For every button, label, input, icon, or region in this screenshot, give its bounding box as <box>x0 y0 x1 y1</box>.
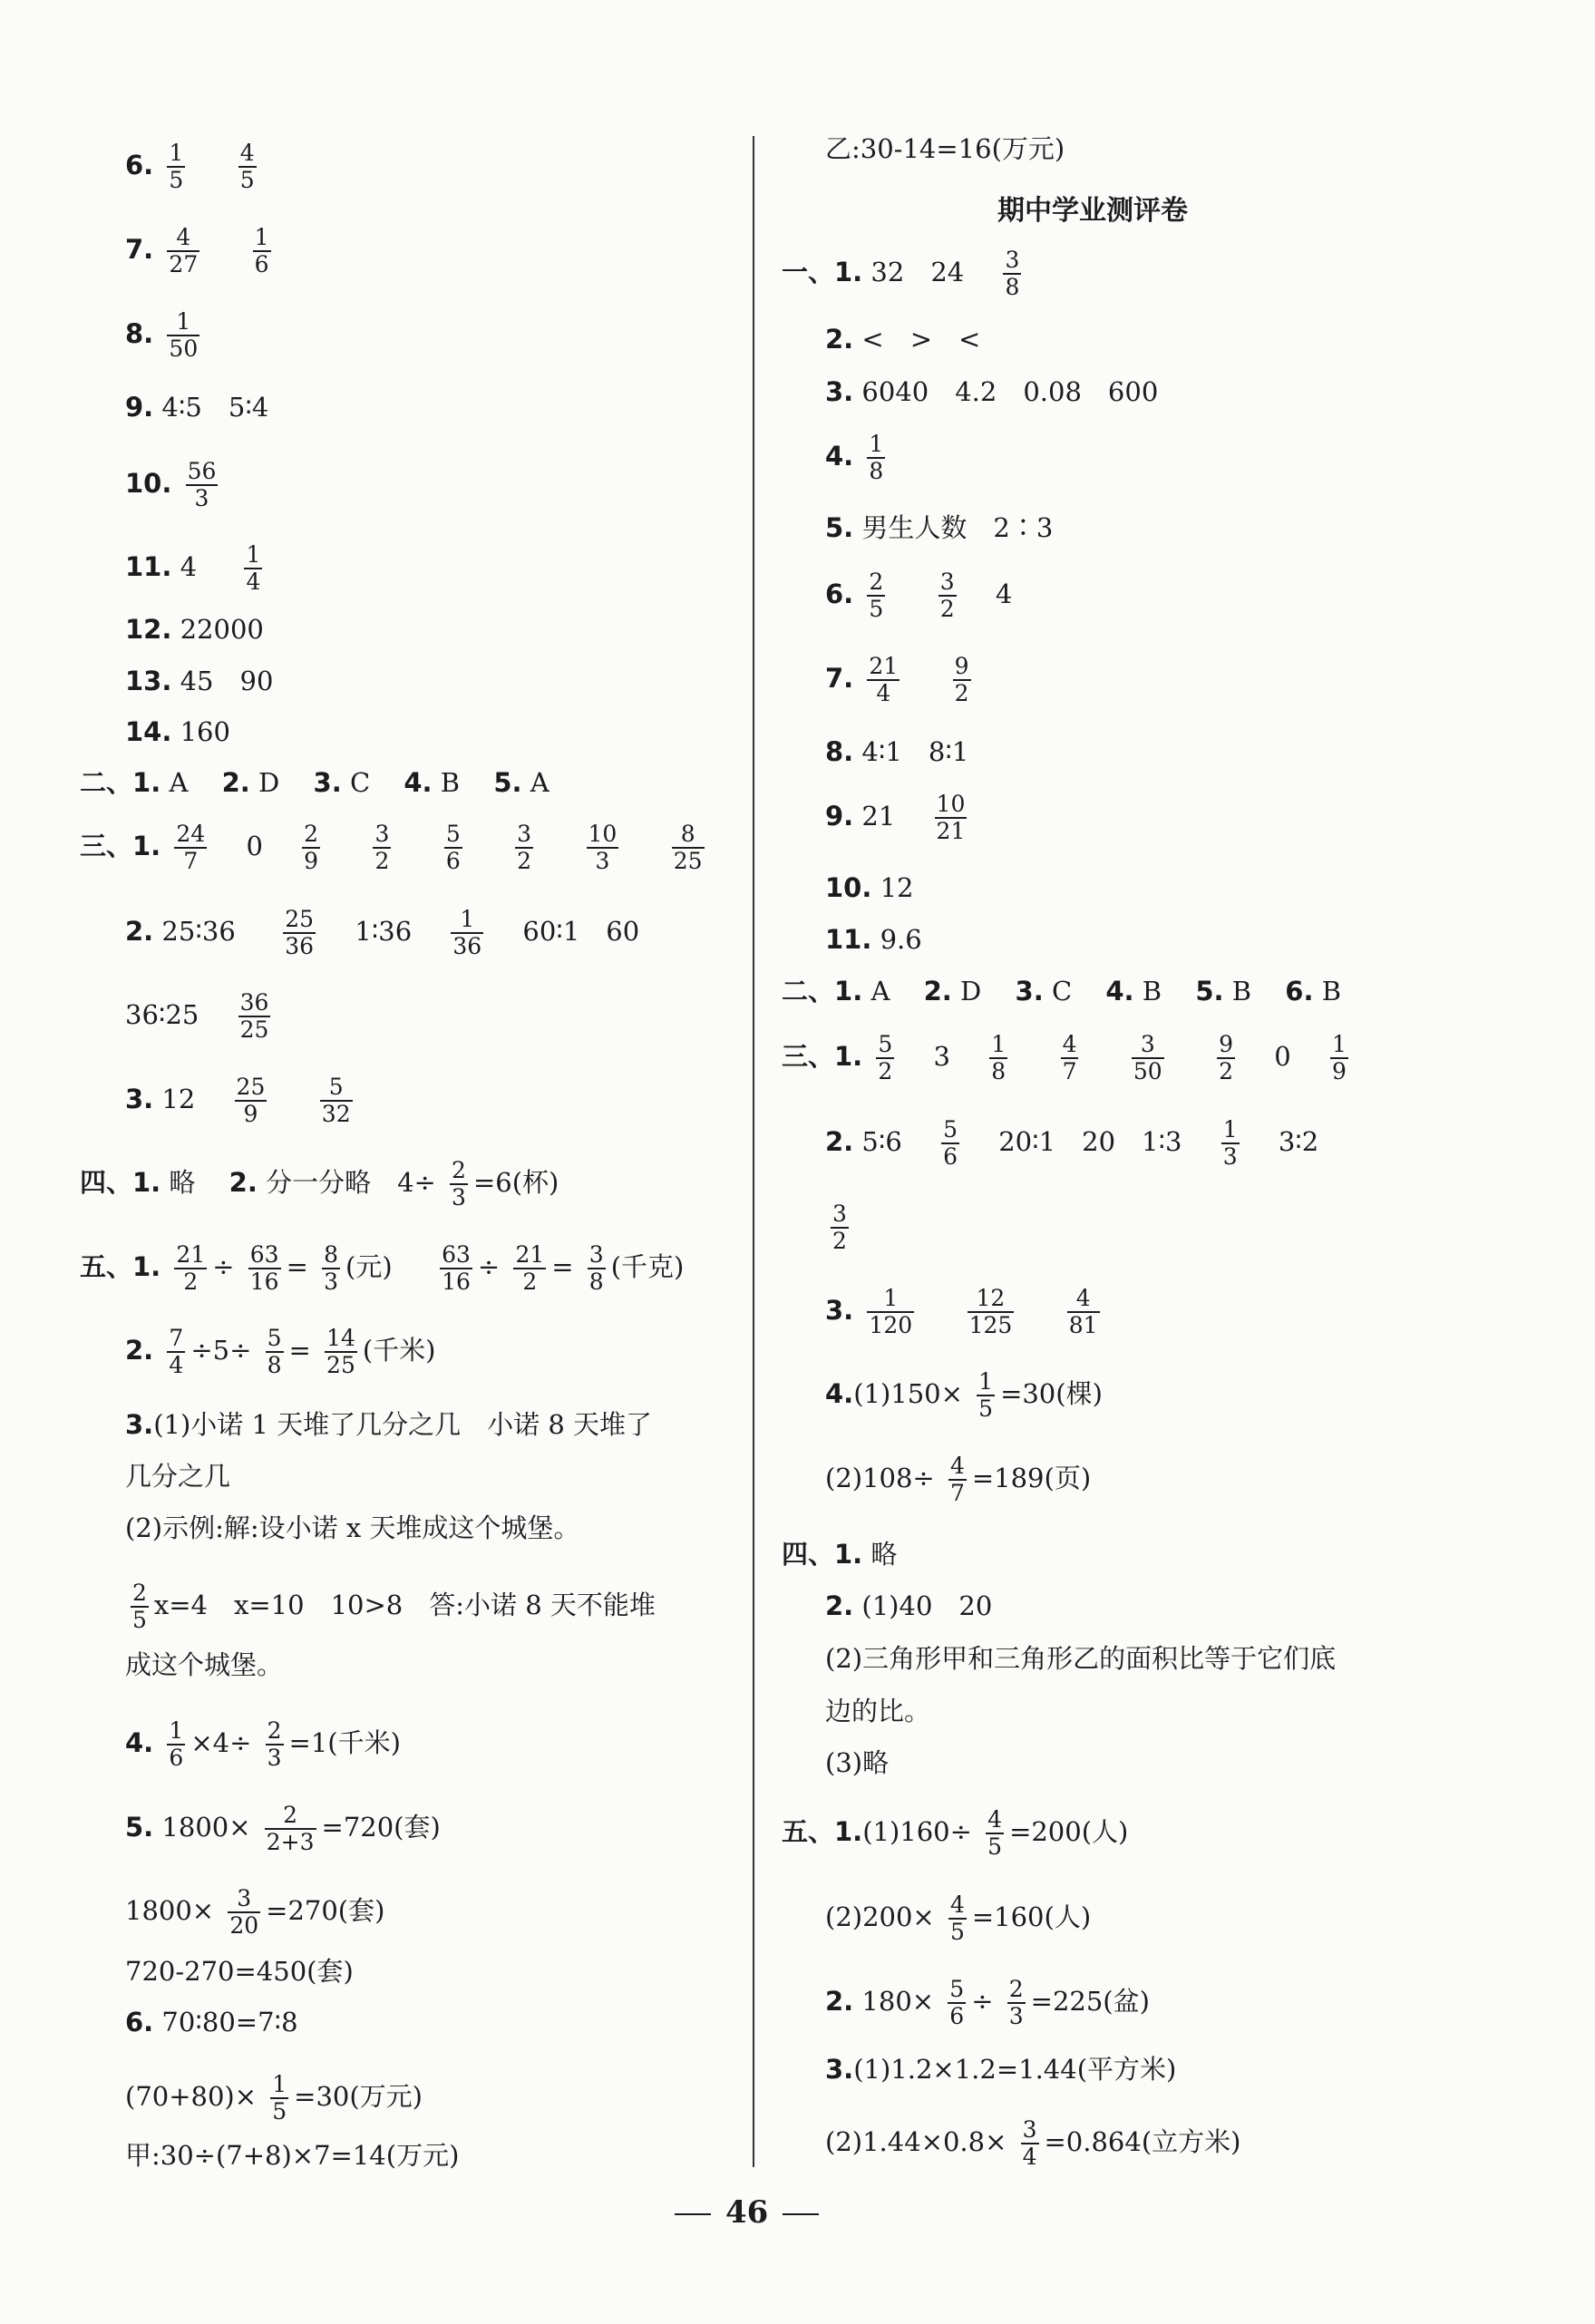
fraction: $\frac{3}{20}$ <box>229 1885 259 1939</box>
l-section-4: 四、1. 略 2. 分一分略 4÷ $\frac{2}{3}$ =6(杯) <box>80 1157 559 1211</box>
r-q3: 3. 6040 4.2 0.08 600 <box>825 376 1159 407</box>
l-section-2: 二、1. A 2. D 3. C 4. B 5. A <box>80 767 549 798</box>
fraction: $\frac{2}{2+3}$ <box>266 1802 315 1855</box>
r-section-3-q3: 3. $\frac{1}{120}$ $\frac{12}{125}$ $\frac{4}{81}$ <box>825 1285 1098 1338</box>
fraction: $\frac{1}{6}$ <box>169 1717 184 1771</box>
r-section-4-q2b: (2)三角形甲和三角形乙的面积比等于它们底 <box>825 1643 1337 1674</box>
l-q7: 7. $\frac{4}{27}$ $\frac{1}{6}$ <box>125 224 269 277</box>
fraction: $\frac{1}{36}$ <box>452 906 482 959</box>
r-section-3-q4: 4.(1)150× $\frac{1}{5}$ =30(棵) <box>825 1368 1103 1422</box>
l-section-3-q2: 2. 25∶36 $\frac{25}{36}$ 1∶36 $\frac{1}{36}$ 60∶1 60 <box>125 906 640 959</box>
fraction: $\frac{63}{16}$ <box>442 1241 471 1295</box>
r-section-3-q2: 2. 5∶6 $\frac{5}{6}$ 20∶1 20 1∶3 $\frac{1}{3}$ 3∶2 <box>825 1116 1319 1170</box>
fraction: $\frac{4}{81}$ <box>1068 1285 1098 1338</box>
r-q6: 6. $\frac{2}{5}$ $\frac{3}{2}$ 4 <box>825 569 1013 622</box>
r-q8: 8. 4∶1 8∶1 <box>825 736 969 767</box>
l-section-5-q4: 4. $\frac{1}{6}$ ×4÷ $\frac{2}{3}$ =1(千米) <box>125 1717 401 1771</box>
l-section-5-q1: 五、1. $\frac{21}{2}$ ÷ $\frac{63}{16}$ = $\frac{8}{3}$ (元) $\frac{63}{16}$ ÷ $\frac{21}{2}$ = $\frac{3}{8}$ (千克) <box>80 1241 685 1295</box>
fraction: $\frac{3}{2}$ <box>517 821 532 874</box>
fraction: $\frac{4}{27}$ <box>169 224 199 277</box>
fraction: $\frac{1}{5}$ <box>978 1368 994 1422</box>
fraction: $\frac{1}{5}$ <box>272 2071 287 2125</box>
fraction: $\frac{24}{7}$ <box>176 821 206 874</box>
fraction: $\frac{4}{7}$ <box>1062 1031 1077 1084</box>
l-section-5-q3d: $\frac{2}{5}$ x=4 x=10 10>8 答:小诺 8 天不能堆 <box>132 1580 656 1633</box>
r-section-2: 二、1. A 2. D 3. C 4. B 5. B 6. B <box>782 976 1341 1006</box>
r-q11: 11. 9.6 <box>825 924 922 955</box>
l-q9: 9. 4∶5 5∶4 <box>125 392 269 423</box>
l-section-5-q3c: (2)示例:解:设小诺 x 天堆成这个城堡。 <box>125 1512 580 1543</box>
fraction: $\frac{5}{6}$ <box>949 1976 965 2029</box>
l-q14: 14. 160 <box>125 716 230 747</box>
r-line-0: 乙:30-14=16(万元) <box>825 133 1065 164</box>
r-section-5-q1: 五、1.(1)160÷ $\frac{4}{5}$ =200(人) <box>782 1806 1129 1860</box>
page-number: 46 <box>660 2194 833 2231</box>
fraction: $\frac{25}{36}$ <box>285 906 315 959</box>
fraction: $\frac{1}{5}$ <box>169 140 184 193</box>
fraction: $\frac{2}{5}$ <box>869 569 884 622</box>
fraction: $\frac{1}{120}$ <box>869 1285 913 1338</box>
r-section-3-q4b: (2)108÷ $\frac{4}{7}$ =189(页) <box>825 1453 1092 1506</box>
r-q1: 一、1. 32 24 $\frac{3}{8}$ <box>782 247 1020 300</box>
fraction: $\frac{3}{8}$ <box>1005 247 1020 300</box>
l-q10: 10. $\frac{56}{3}$ <box>125 458 217 511</box>
section-title: 期中学业测评卷 <box>997 195 1188 227</box>
fraction: $\frac{2}{9}$ <box>304 821 319 874</box>
fraction: $\frac{21}{4}$ <box>869 653 899 706</box>
fraction: $\frac{5}{6}$ <box>943 1116 958 1170</box>
l-section-5-q5: 5. 1800× $\frac{2}{2+3}$ =720(套) <box>125 1802 441 1855</box>
l-section-5-q6b: (70+80)× $\frac{1}{5}$ =30(万元) <box>125 2071 423 2125</box>
r-section-4-q2: 2. (1)40 20 <box>825 1590 993 1621</box>
fraction: $\frac{1}{4}$ <box>246 541 261 595</box>
r-q10: 10. 12 <box>825 872 914 903</box>
fraction: $\frac{2}{3}$ <box>452 1157 466 1211</box>
r-section-3-q1: 三、1. $\frac{5}{2}$ 3 $\frac{1}{8}$ $\frac{4}{7}$ $\frac{3}{50}$ $\frac{9}{2}$ 0 $\frac{1}{9}$ <box>782 1031 1347 1084</box>
fraction: $\frac{4}{5}$ <box>949 1891 965 1945</box>
fraction: $\frac{36}{25}$ <box>239 989 269 1043</box>
fraction: $\frac{3}{2}$ <box>374 821 390 874</box>
r-q4: 4. $\frac{1}{8}$ <box>825 431 884 484</box>
r-q7: 7. $\frac{21}{4}$ $\frac{9}{2}$ <box>825 653 969 706</box>
r-section-5-q2: 2. 180× $\frac{5}{6}$ ÷ $\frac{2}{3}$ =225(盆) <box>825 1976 1150 2029</box>
fraction: $\frac{3}{2}$ <box>832 1201 847 1254</box>
fraction: $\frac{1}{8}$ <box>991 1031 1007 1084</box>
fraction: $\frac{25}{9}$ <box>236 1074 266 1127</box>
fraction: $\frac{4}{5}$ <box>987 1806 1003 1860</box>
fraction: $\frac{4}{5}$ <box>239 140 255 193</box>
fraction: $\frac{1}{9}$ <box>1331 1031 1347 1084</box>
fraction: $\frac{8}{25}$ <box>673 821 703 874</box>
fraction: $\frac{12}{125}$ <box>968 1285 1013 1338</box>
fraction: $\frac{10}{3}$ <box>588 821 618 874</box>
fraction: $\frac{2}{3}$ <box>267 1717 282 1771</box>
fraction: $\frac{5}{8}$ <box>267 1325 282 1378</box>
l-section-5-q5c: 720-270=450(套) <box>125 1956 354 1987</box>
fraction: $\frac{5}{32}$ <box>321 1074 351 1127</box>
fraction: $\frac{3}{2}$ <box>939 569 955 622</box>
fraction: $\frac{5}{2}$ <box>878 1031 893 1084</box>
column-divider <box>753 136 754 2167</box>
l-section-5-q6: 6. 70∶80=7∶8 <box>125 2007 298 2037</box>
l-q13: 13. 45 90 <box>125 666 274 696</box>
fraction: $\frac{3}{50}$ <box>1133 1031 1162 1084</box>
fraction: $\frac{2}{3}$ <box>1008 1976 1024 2029</box>
l-section-3-q1: 三、1. $\frac{24}{7}$ 0 $\frac{2}{9}$ $\frac{3}{2}$ $\frac{5}{6}$ $\frac{3}{2}$ $\frac{10}{3}$ $\frac{8}{25}$ <box>80 821 703 874</box>
l-section-5-q3b: 几分之几 <box>125 1461 231 1492</box>
fraction: $\frac{1}{50}$ <box>169 308 199 362</box>
fraction: $\frac{5}{6}$ <box>445 821 461 874</box>
fraction: $\frac{21}{2}$ <box>176 1241 206 1295</box>
fraction: $\frac{4}{7}$ <box>949 1453 965 1506</box>
fraction: $\frac{7}{4}$ <box>169 1325 184 1378</box>
fraction: $\frac{1}{8}$ <box>869 431 884 484</box>
r-q5: 5. 男生人数 2∶3 <box>825 512 1054 543</box>
fraction: $\frac{14}{25}$ <box>326 1325 355 1378</box>
r-section-5-q3b: (2)1.44×0.8× $\frac{3}{4}$ =0.864(立方米) <box>825 2116 1241 2170</box>
r-q9: 9. 21 $\frac{10}{21}$ <box>825 791 966 844</box>
fraction: $\frac{3}{4}$ <box>1022 2116 1037 2170</box>
fraction: $\frac{2}{5}$ <box>132 1580 147 1633</box>
fraction: $\frac{10}{21}$ <box>936 791 966 844</box>
r-section-4-q2d: (3)略 <box>825 1747 890 1778</box>
fraction: $\frac{3}{8}$ <box>588 1241 604 1295</box>
l-section-5-q3e: 成这个城堡。 <box>125 1649 284 1680</box>
l-section-5-q3a: 3.(1)小诺 1 天堆了几分之几 小诺 8 天堆了 <box>125 1409 653 1440</box>
r-section-4-q1: 四、1. 略 <box>782 1539 898 1570</box>
fraction: $\frac{8}{3}$ <box>324 1241 339 1295</box>
r-section-3-q2b <box>825 1201 854 1254</box>
l-section-3-q3: 3. 12 $\frac{25}{9}$ $\frac{5}{32}$ <box>125 1074 351 1127</box>
fraction: $\frac{1}{3}$ <box>1222 1116 1238 1170</box>
r-section-5-q3: 3.(1)1.2×1.2=1.44(平方米) <box>825 2054 1177 2085</box>
l-q6: 6. $\frac{1}{5}$ $\frac{4}{5}$ <box>125 140 255 193</box>
l-section-5-q6c: 甲:30÷(7+8)×7=14(万元) <box>125 2140 460 2171</box>
l-section-5-q5b: 1800× $\frac{3}{20}$ =270(套) <box>125 1885 385 1939</box>
fraction: $\frac{21}{2}$ <box>515 1241 545 1295</box>
l-q8: 8. $\frac{1}{50}$ <box>125 308 199 362</box>
fraction: $\frac{63}{16}$ <box>249 1241 279 1295</box>
l-section-3-q2b: 36∶25 $\frac{36}{25}$ <box>125 989 269 1043</box>
fraction: $\frac{9}{2}$ <box>954 653 969 706</box>
r-q2: 2. < > < <box>825 324 981 355</box>
l-q12: 12. 22000 <box>125 614 264 645</box>
fraction: $\frac{56}{3}$ <box>187 458 217 511</box>
fraction: $\frac{9}{2}$ <box>1219 1031 1234 1084</box>
l-section-5-q2: 2. $\frac{7}{4}$ ÷5÷ $\frac{5}{8}$ = $\frac{14}{25}$ (千米) <box>125 1325 436 1378</box>
r-section-4-q2c: 边的比。 <box>825 1696 931 1726</box>
fraction: $\frac{1}{6}$ <box>254 224 269 277</box>
r-section-5-q1b: (2)200× $\frac{4}{5}$ =160(人) <box>825 1891 1092 1945</box>
l-q11: 11. 4 $\frac{1}{4}$ <box>125 541 261 595</box>
